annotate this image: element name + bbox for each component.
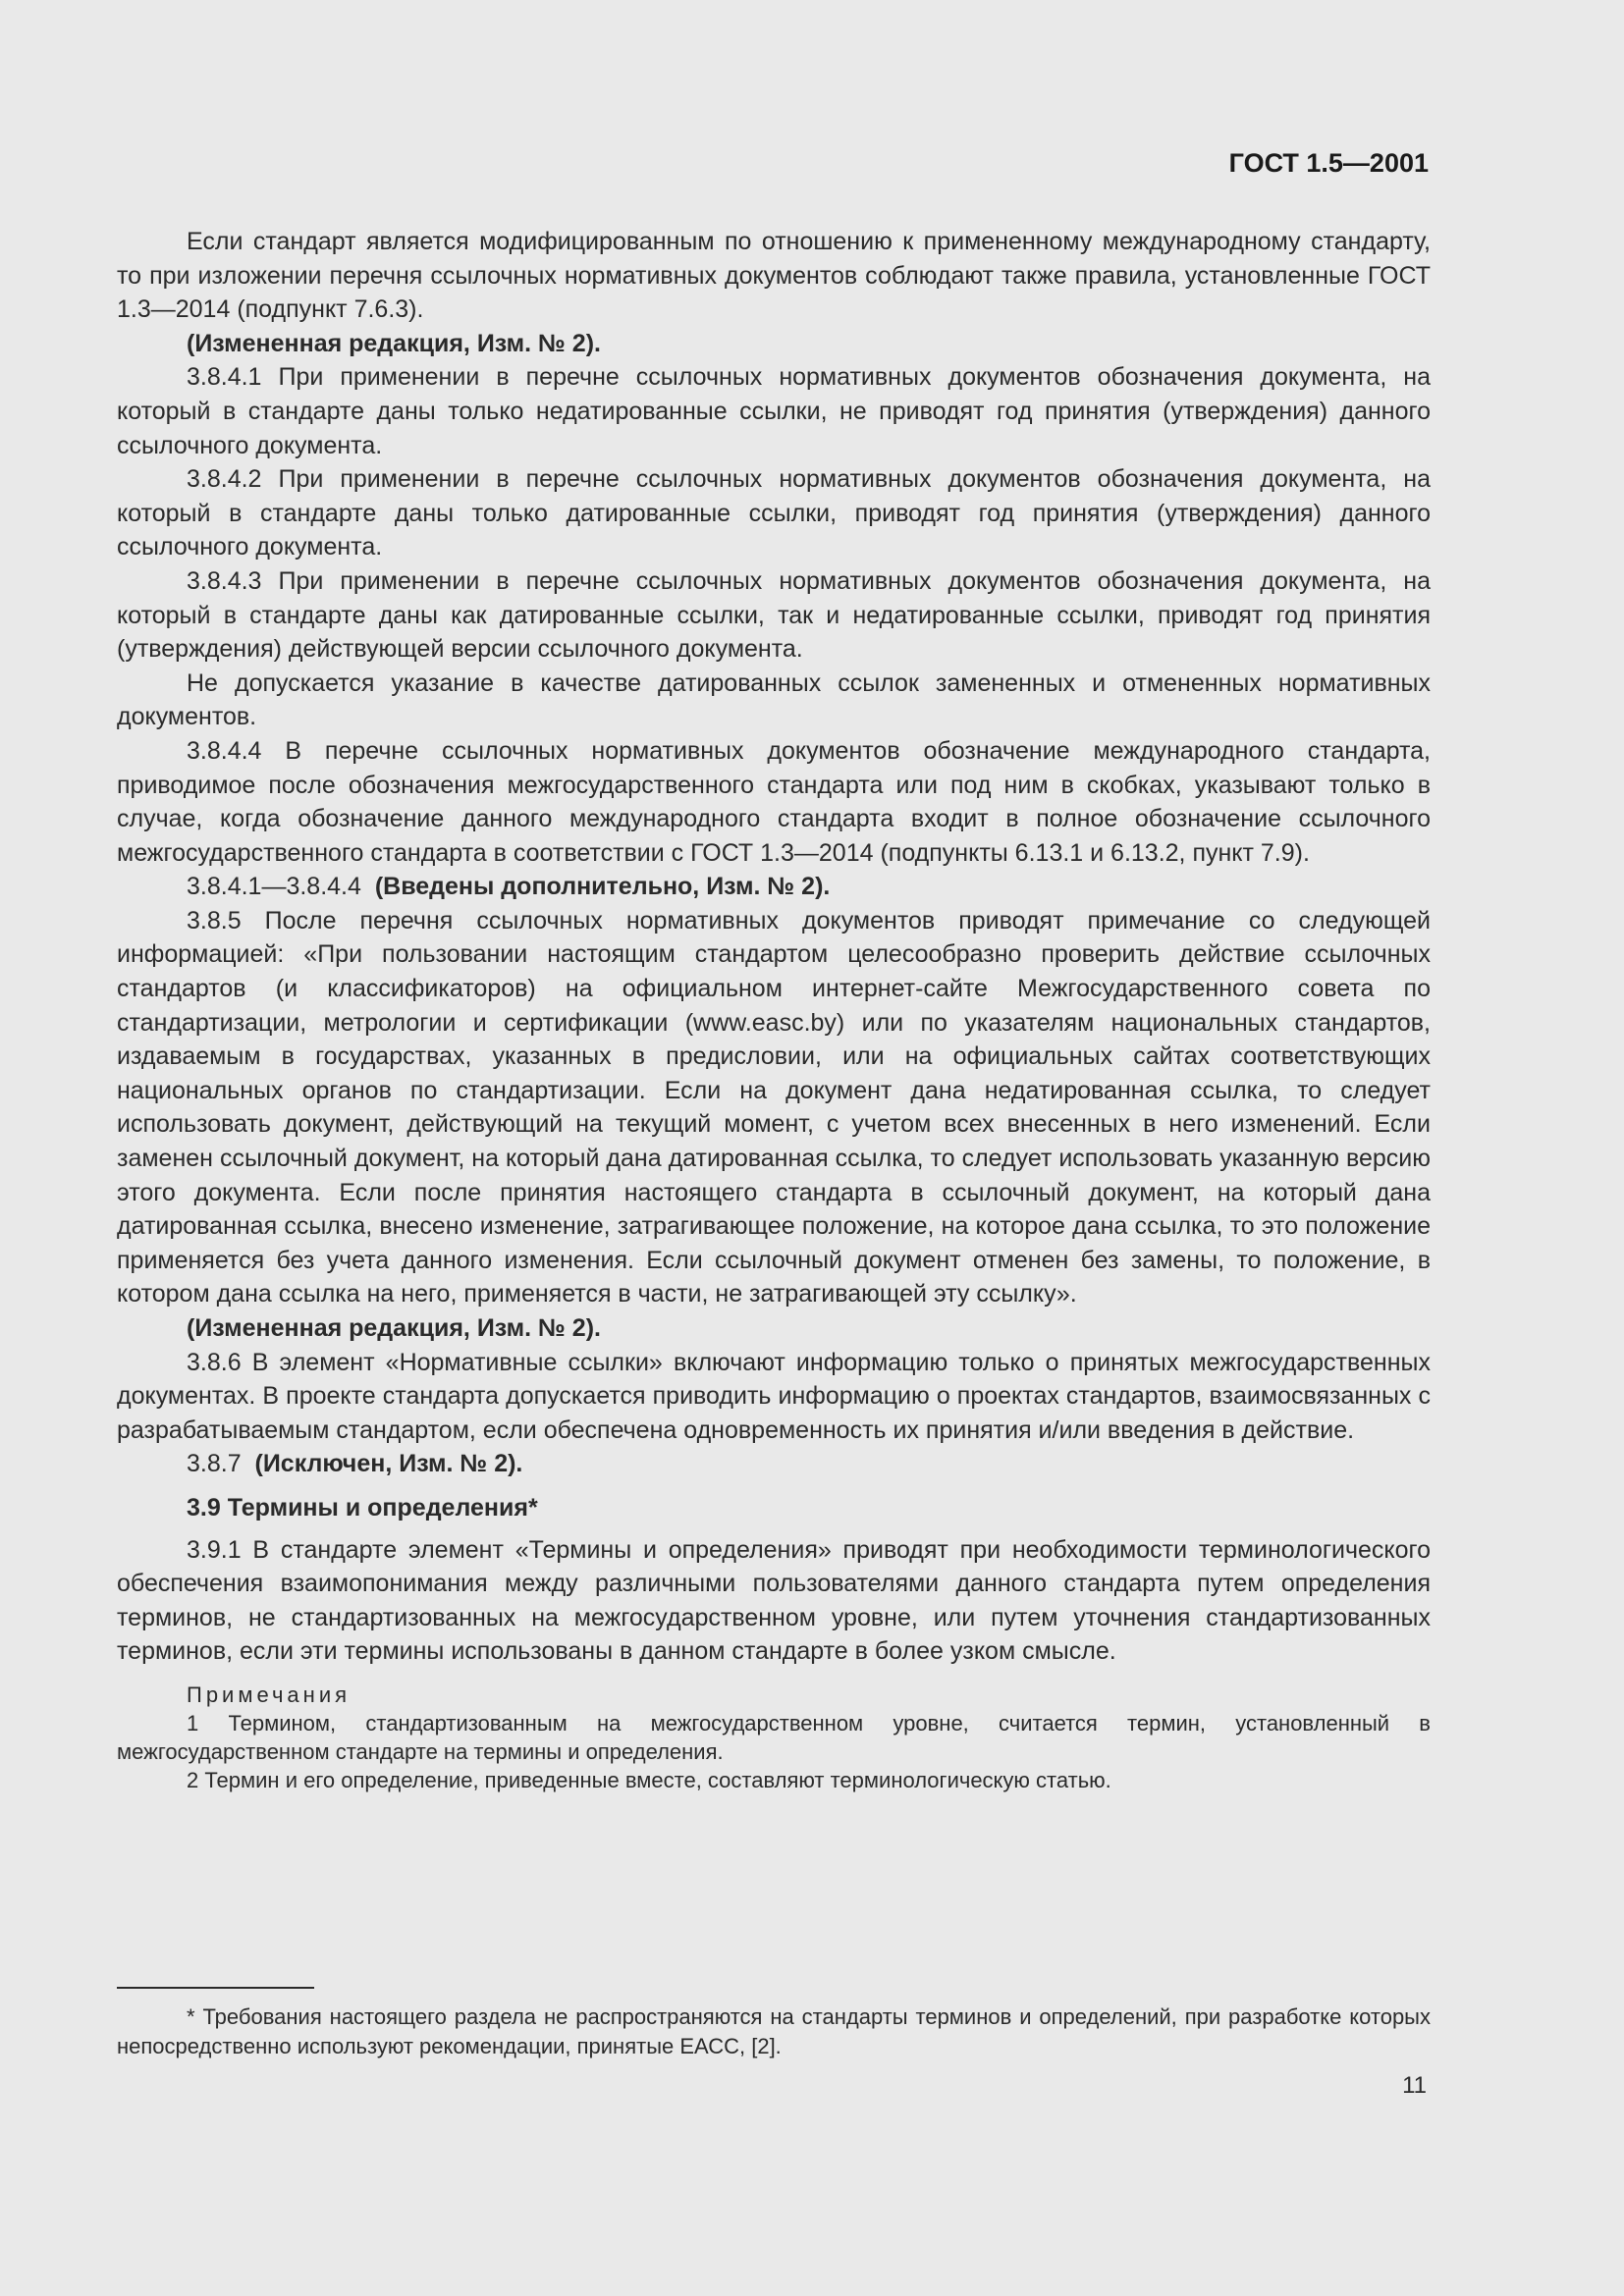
note-item: 2 Термин и его определение, приведенные вместе, составляют терминологическую статью. (187, 1767, 1111, 1792)
note-item: 1 Термином, стандартизованным на межгосударственном уровне, считается термин, установленный в межгосударственном стандарте на термины и определения. (117, 1710, 1431, 1764)
footnote-text: * Требования настоящего раздела не распространяются на стандарты терминов и определений, при разработке которых непосредственно используют рекомендации, принятые ЕАСС, [2]. (117, 2004, 1431, 2058)
notes-block (117, 1681, 1431, 1794)
paragraph-3-8-6: 3.8.6 В элемент «Нормативные ссылки» включают информацию только о принятых межгосударственных документах. В проекте стандарта допускается приводить информацию о проектах стандартов, взаимосвязанных с разрабатываемым стандартом, если обеспечена одновременность их принятия и/или введения в действие. (117, 1348, 1431, 1444)
footnote (117, 2002, 1431, 2061)
document-body (117, 225, 1431, 1794)
amendment-note: (Измененная редакция, Изм. № 2). (187, 1314, 601, 1342)
footnote-divider (117, 1987, 314, 1989)
paragraph: Не допускается указание в качестве датированных ссылок замененных и отмененных нормативных документов. (117, 668, 1431, 731)
paragraph-3-8-4-4: 3.8.4.4 В перечне ссылочных нормативных документов обозначение международного стандарта, приводимое после обозначения межгосударственного стандарта или под ним в скобках, указывают только в случае, когда обозначение данного международного стандарта входит в полное обозначение ссылочного межгосударственного стандарта в соответствии с ГОСТ 1.3—2014 (подпункты 6.13.1 и 6.13.2, пункт 7.9). (117, 736, 1431, 867)
amendment-note-excluded (117, 1447, 1431, 1481)
paragraph: Если стандарт является модифицированным по отношению к примененному международному стандарту, то при изложении перечня ссылочных нормативных документов соблюдают также правила, установленные ГОСТ 1.3—2014 (подпункт 7.6.3). (117, 228, 1431, 324)
amendment-text: (Исключен, Изм. № 2). (254, 1450, 523, 1478)
clause-number: 3.8.7 (187, 1450, 242, 1478)
amendment-note: (Измененная редакция, Изм. № 2). (187, 329, 601, 357)
notes-title: Примечания (187, 1682, 352, 1707)
document-code-header: ГОСТ 1.5—2001 (1228, 148, 1429, 178)
paragraph-3-8-4-2: 3.8.4.2 При применении в перечне ссылочных нормативных документов обозначения документа, на который в стандарте даны только датированные ссылки, приводят год принятия (утверждения) данного ссылочного документа. (117, 465, 1431, 561)
page-number: 11 (1402, 2072, 1427, 2099)
section-title: 3.9 Термины и определения* (187, 1493, 538, 1522)
paragraph-3-8-5: 3.8.5 После перечня ссылочных нормативных документов приводят примечание со следующей информацией: «При пользовании настоящим стандартом целесообразно проверить действие ссылочных стандартов (и классификаторов) на официальном интернет-сайте Межгосударственного совета по стандартизации, метрологии и сертификации (www.easc.by) или по указателям национальных стандартов, издаваемым в государствах, указанных в предисловии, или на официальных сайтах соответствующих национальных органов по стандартизации. Если на документ дана недатированная ссылка, то следует использовать документ, действующий на текущий момент, с учетом всех внесенных в него изменений. Если заменен ссылочный документ, на который дана датированная ссылка, то следует использовать указанную версию этого документа. Если после принятия настоящего стандарта в ссылочный документ, на который дана датированная ссылка, внесено изменение, затрагивающее положение, на которое дана ссылка, то это положение применяется без учета данного изменения. Если ссылочный документ отменен без замены, то положение, в котором дана ссылка на него, применяется в части, не затрагивающей эту ссылку». (117, 906, 1431, 1308)
clause-range: 3.8.4.1—3.8.4.4 (187, 873, 361, 901)
amendment-text: (Введены дополнительно, Изм. № 2). (374, 873, 831, 901)
amendment-note-added (117, 870, 1431, 904)
paragraph-3-8-4-1: 3.8.4.1 При применении в перечне ссылочных нормативных документов обозначения документа, на который в стандарте даны только недатированные ссылки, не приводят год принятия (утверждения) данного ссылочного документа. (117, 363, 1431, 459)
paragraph-3-9-1: 3.9.1 В стандарте элемент «Термины и определения» приводят при необходимости терминологического обеспечения взаимопонимания между различными пользователями данного стандарта путем определения терминов, не стандартизованных на межгосударственном уровне, или путем уточнения стандартизованных терминов, если эти термины использованы в данном стандарте в более узком смысле. (117, 1535, 1431, 1666)
paragraph-3-8-4-3: 3.8.4.3 При применении в перечне ссылочных нормативных документов обозначения документа, на который в стандарте даны как датированные ссылки, так и недатированные ссылки, приводят год принятия (утверждения) действующей версии ссылочного документа. (117, 566, 1431, 664)
